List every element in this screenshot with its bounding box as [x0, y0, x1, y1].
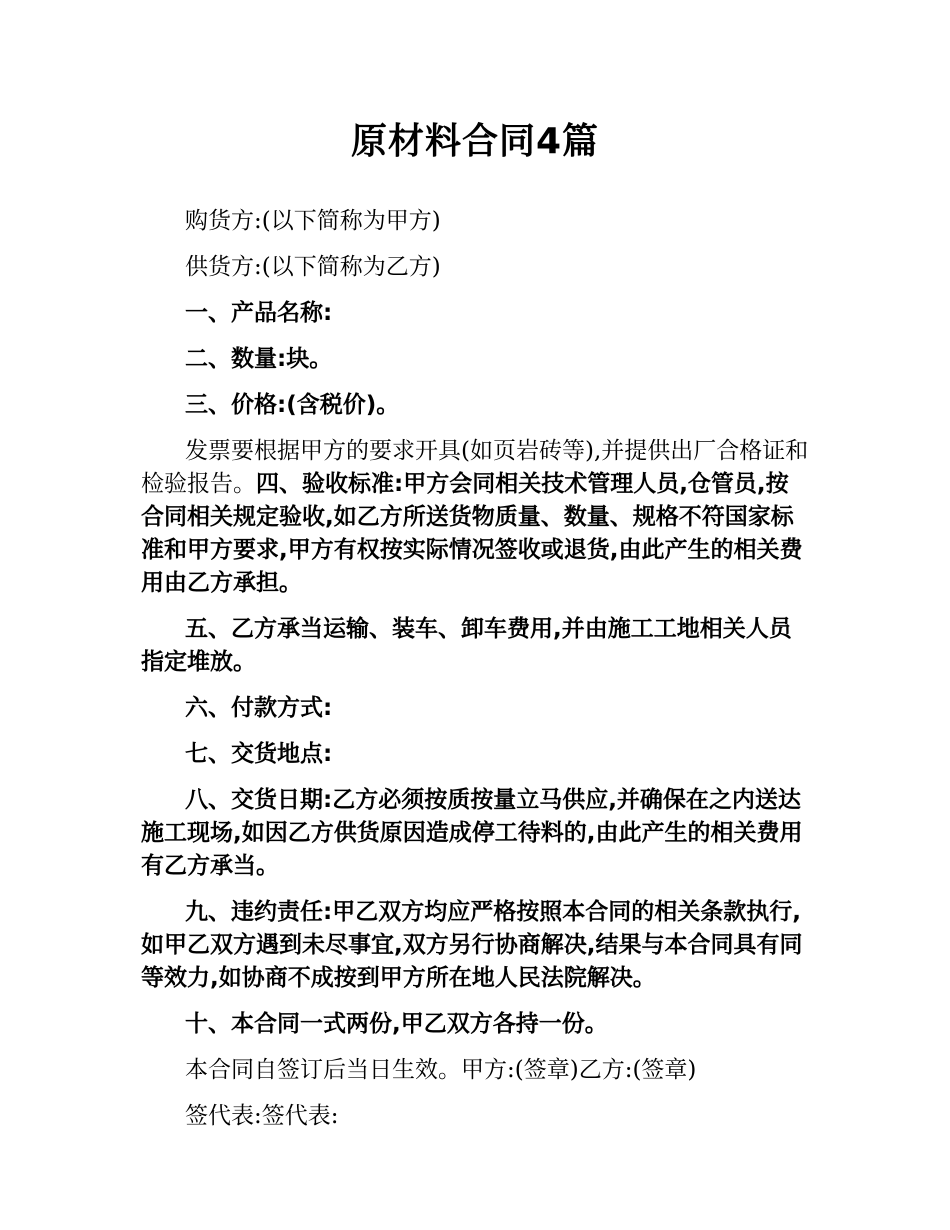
contract-paragraph: [141, 435, 811, 600]
contract-paragraph: [141, 389, 811, 422]
clause-text-bold: 六、付款方式:: [185, 695, 333, 721]
clause-text-bold: 二、数量:块。: [185, 346, 333, 372]
clause-text-bold: 五、乙方承当运输、装车、卸车费用,并由施工工地相关人员指定堆放。: [141, 616, 792, 675]
clause-text: 购货方:(以下简称为甲方): [185, 208, 441, 234]
contract-paragraph: [141, 343, 811, 376]
clause-text-bold: 十、本合同一式两份,甲乙双方各持一份。: [185, 1011, 608, 1037]
contract-paragraph: [141, 738, 811, 771]
clause-text: 签代表:签代表:: [185, 1103, 339, 1129]
clause-text-bold: 四、验收标准:甲方会同相关技术管理人员,仓管员,按合同相关规定验收,如乙方所送货物质量、数量、规格不符国家标准和甲方要求,甲方有权按实际情况签收或退货,由此产生的相关费用由乙方承担。: [141, 471, 803, 596]
contract-paragraph: [141, 896, 811, 995]
clause-text-bold: 八、交货日期:乙方必须按质按量立马供应,并确保在之内送达施工现场,如因乙方供货原因造成停工待料的,由此产生的相关费用有乙方承当。: [141, 787, 803, 879]
clause-text-bold: 七、交货地点:: [185, 741, 333, 767]
contract-paragraph: [141, 784, 811, 883]
contract-paragraph: [141, 205, 811, 238]
clause-text-bold: 一、产品名称:: [185, 300, 333, 326]
clause-text: 本合同自签订后当日生效。甲方:(签章)乙方:(签章): [185, 1057, 697, 1083]
contract-paragraph: [141, 297, 811, 330]
contract-paragraph: [141, 613, 811, 679]
contract-paragraph: [141, 1008, 811, 1041]
clause-text-bold: 九、违约责任:甲乙双方均应严格按照本合同的相关条款执行,如甲乙双方遇到未尽事宜,双方另行协商解决,结果与本合同具有同等效力,如协商不成按到甲方所在地人民法院解决。: [141, 899, 803, 991]
document-title: 原材料合同4篇: [350, 121, 600, 162]
contract-paragraph: [141, 1054, 811, 1087]
clause-text-bold: 三、价格:(含税价)。: [185, 392, 400, 418]
contract-paragraph: [141, 1100, 811, 1133]
clause-text: 供货方:(以下简称为乙方): [185, 254, 441, 280]
clause-text: 发票要根据甲方的要求开具(如页岩砖等),并提供出厂合格证和检验报告。: [141, 438, 809, 497]
contract-paragraph: [141, 251, 811, 284]
document-body: [141, 205, 811, 1146]
contract-paragraph: [141, 692, 811, 725]
